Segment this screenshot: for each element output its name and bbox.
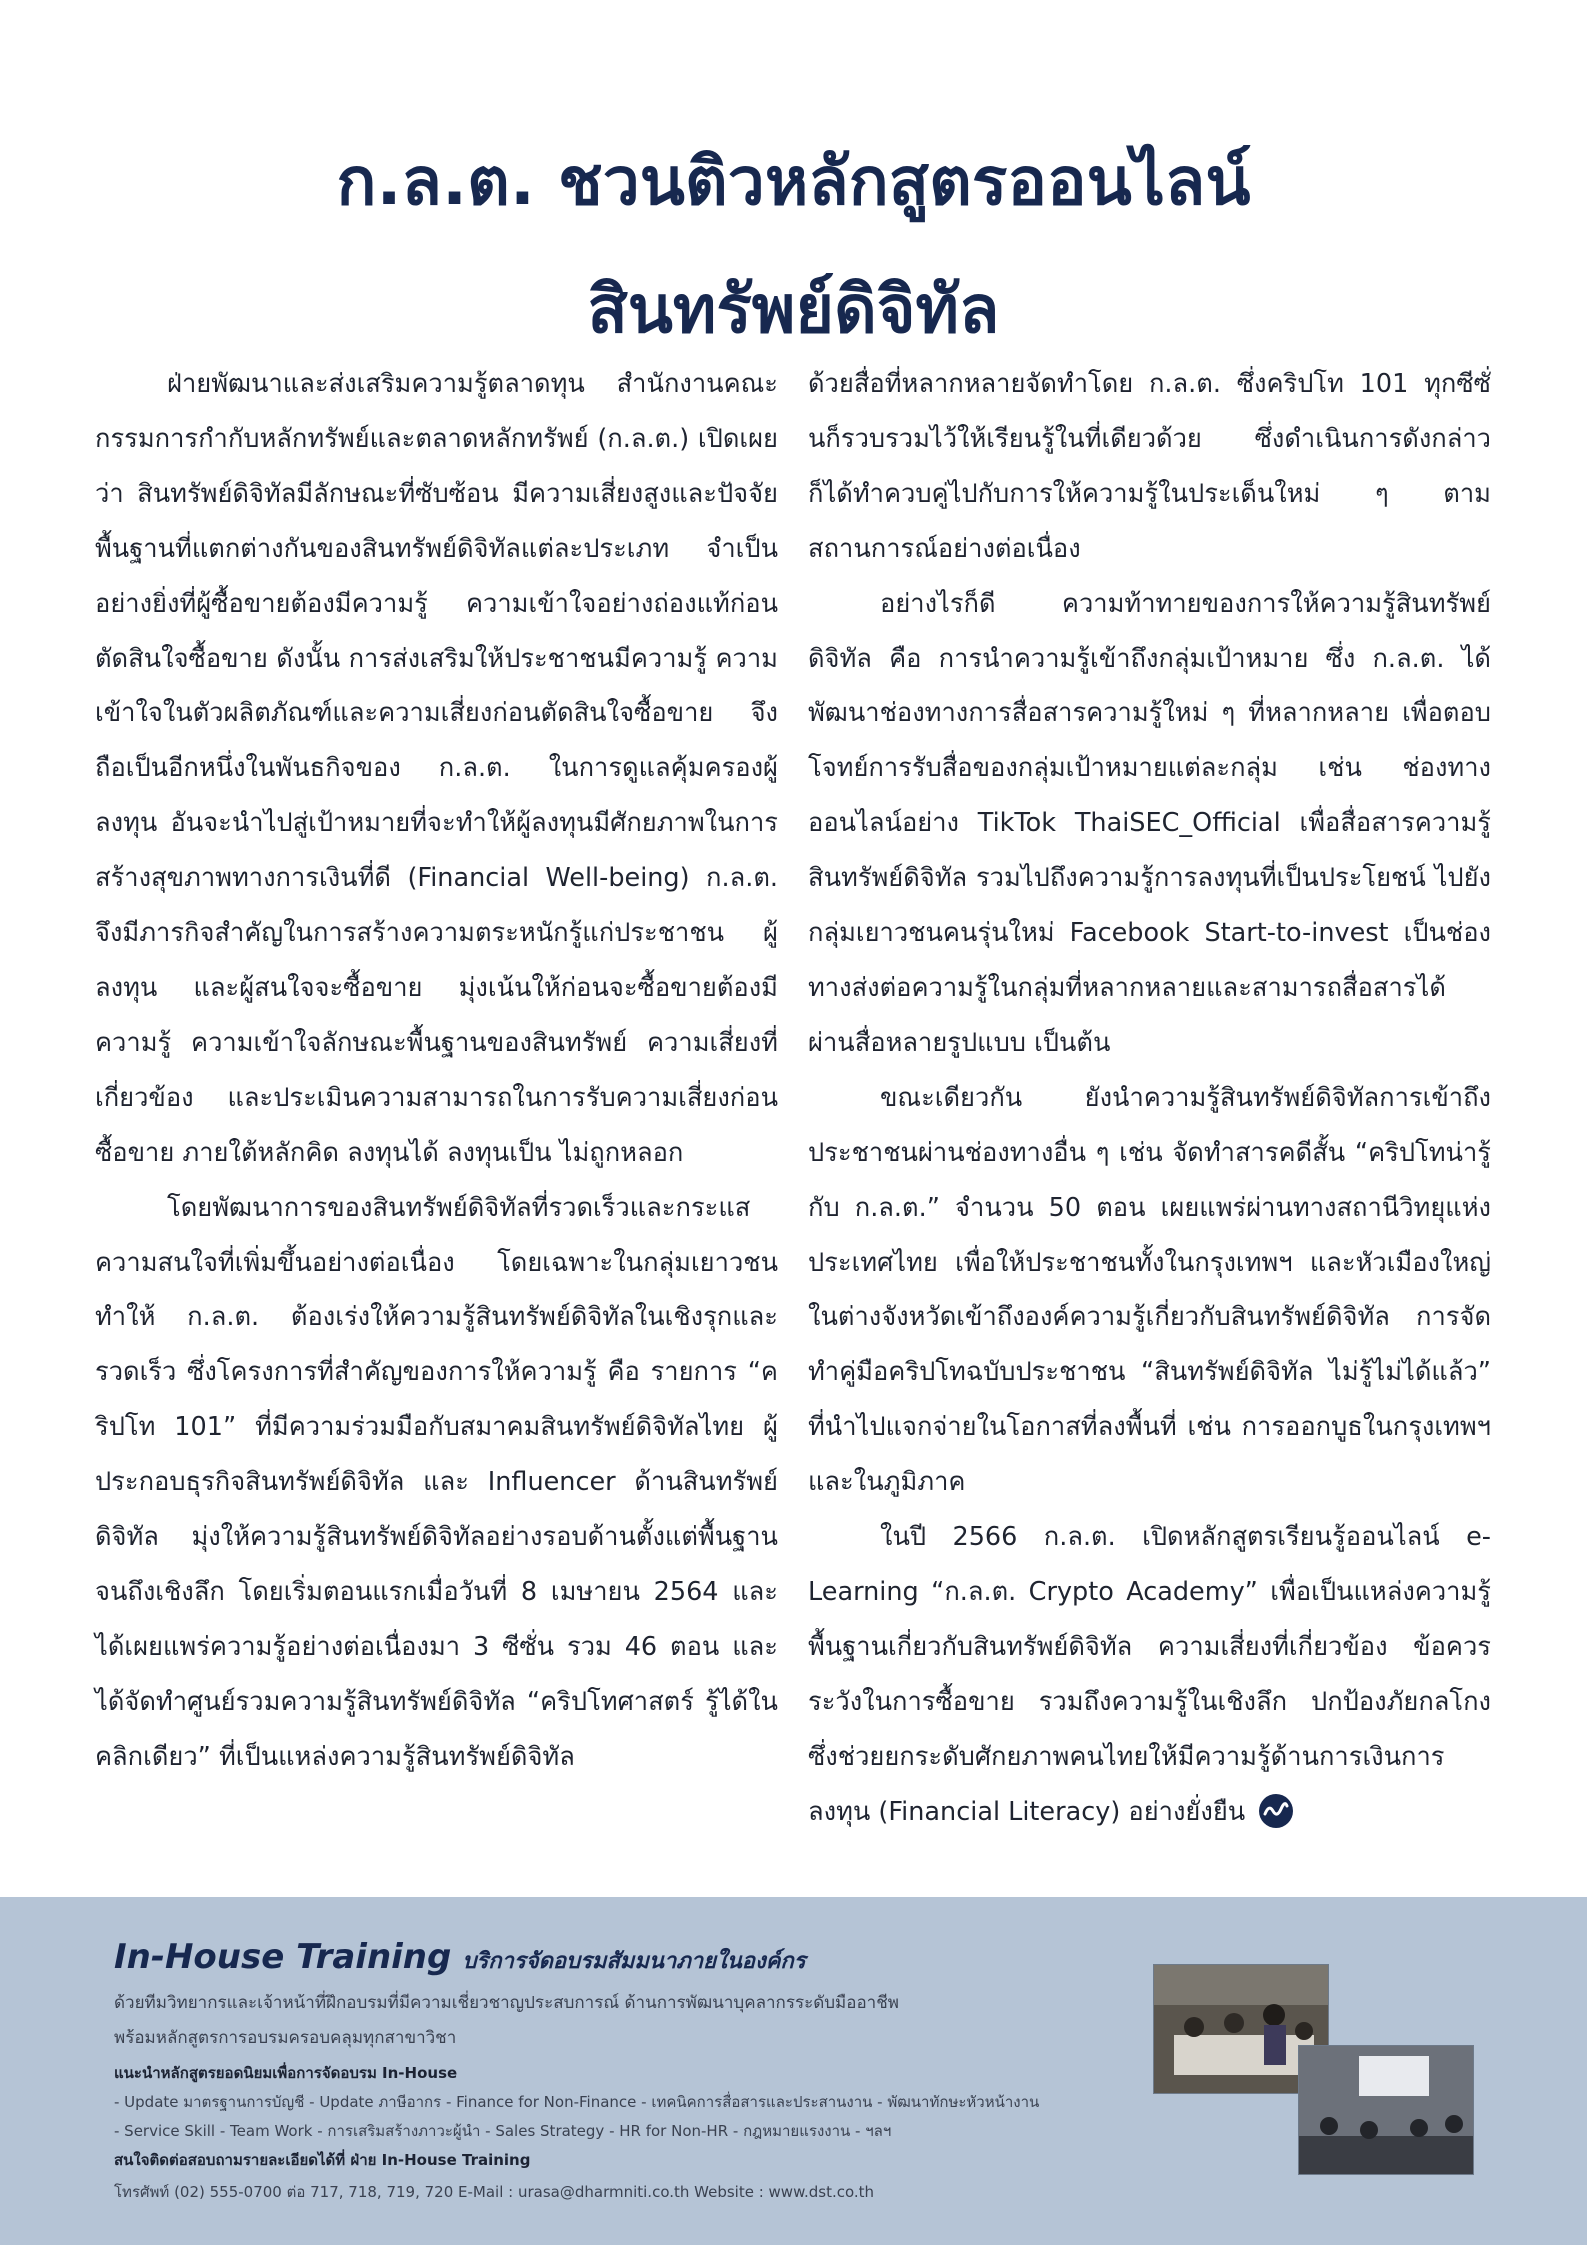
paragraph: โดยพัฒนาการของสินทรัพย์ดิจิทัลที่รวดเร็วและกระแสความสนใจที่เพิ่มขึ้นอย่างต่อเนื่อง โดยเฉพาะในกลุ่มเยาวชน ทำให้ ก.ล.ต. ต้องเร่งให้ความรู้สินทรัพย์ดิจิทัลในเชิงรุกและรวดเร็ว ซึ่งโครงการที่สำคัญของการให้ความรู้ คือ รายการ “คริปโท 101” ที่มีความร่วมมือกับสมาคมสินทรัพย์ดิจิทัลไทย ผู้ประกอบธุรกิจสินทรัพย์ดิจิทัล และ Influencer ด้านสินทรัพย์ดิจิทัล มุ่งให้ความรู้สินทรัพย์ดิจิทัลอย่างรอบด้านตั้งแต่พื้นฐานจนถึงเชิงลึก โดยเริ่มตอนแรกเมื่อวันที่ 8 เมษายน 2564 และได้เผยแพร่ความรู้อย่างต่อเนื่องมา 3 ซีซั่น รวม 46 ตอน และได้จัดทำศูนย์รวมความรู้สินทรัพย์ดิจิทัล “คริปโทศาสตร์ รู้ได้ในคลิกเดียว” ที่เป็นแหล่งความรู้สินทรัพย์ดิจิทัล [95,1192,778,1772]
paragraph-text: ในปี 2566 ก.ล.ต. เปิดหลักสูตรเรียนรู้ออนไลน์ e-Learning “ก.ล.ต. Crypto Academy” เพื่อเป็นแหล่งความรู้พื้นฐานเกี่ยวกับสินทรัพย์ดิจิทัล ความเสี่ยงที่เกี่ยวข้อง ข้อควรระวังในการซื้อขาย รวมถึงความรู้ในเชิงลึก ปกป้องภัยกลโกง ซึ่งช่วยยกระดับศักยภาพคนไทยให้มีความรู้ด้านการเงินการลงทุน (Financial Literacy) อย่างยั่งยืน [808,1522,1491,1827]
training-photo-2 [1298,2045,1474,2175]
ad-description-line-2: พร้อมหลักสูตรการอบรมครอบคลุมทุกสาขาวิชา [114,2028,457,2048]
ad-brand: In-House Training [114,1937,452,1977]
paragraph: ขณะเดียวกัน ยังนำความรู้สินทรัพย์ดิจิทัลการเข้าถึงประชาชนผ่านช่องทางอื่น ๆ เช่น จัดทำสารคดีสั้น “คริปโทน่ารู้กับ ก.ล.ต.” จำนวน 50 ตอน เผยแพร่ผ่านทางสถานีวิทยุแห่งประเทศไทย เพื่อให้ประชาชนทั้งในกรุงเทพฯ และหัวเมืองใหญ่ในต่างจังหวัดเข้าถึงองค์ความรู้เกี่ยวกับสินทรัพย์ดิจิทัล การจัดทำคู่มือคริปโทฉบับประชาชน “สินทรัพย์ดิจิทัล ไม่รู้ไม่ได้แล้ว” ที่นำไปแจกจ่ายในโอกาสที่ลงพื้นที่ เช่น การออกบูธในกรุงเทพฯ และในภูมิภาค [808,1082,1491,1498]
ad-brand-subtitle: บริการจัดอบรมสัมมนาภายในองค์กร [462,1949,806,1974]
paragraph-last [808,1510,1491,1839]
ad-courses-heading: แนะนำหลักสูตรยอดนิยมเพื่อการจัดอบรม In-House [114,2064,458,2082]
end-of-article-icon [1259,1794,1293,1828]
ad-contact-heading: สนใจติดต่อสอบถามรายละเอียดได้ที่ ฝ่าย In-House Training [114,2151,531,2169]
title-line-1: ก.ล.ต. ชวนติวหลักสูตรออนไลน์ [336,143,1251,220]
article-column-left [95,357,778,1785]
ad-description-line-1: ด้วยทีมวิทยากรและเจ้าหน้าที่ฝึกอบรมที่มีความเชี่ยวชาญประสบการณ์ ด้านการพัฒนาบุคลากรระดับมืออาชีพ [114,1993,899,2013]
ad-courses-line-2: - Service Skill - Team Work - การเสริมสร้างภาวะผู้นำ - Sales Strategy - HR for Non-HR - กฎหมายแรงงาน - ฯลฯ [114,2122,892,2140]
paragraph: ฝ่ายพัฒนาและส่งเสริมความรู้ตลาดทุน สำนักงานคณะกรรมการกำกับหลักทรัพย์และตลาดหลักทรัพย์ (ก.ล.ต.) เปิดเผยว่า สินทรัพย์ดิจิทัลมีลักษณะที่ซับซ้อน มีความเสี่ยงสูงและปัจจัยพื้นฐานที่แตกต่างกันของสินทรัพย์ดิจิทัลแต่ละประเภท จำเป็นอย่างยิ่งที่ผู้ซื้อขายต้องมีความรู้ ความเข้าใจอย่างถ่องแท้ก่อนตัดสินใจซื้อขาย ดังนั้น การส่งเสริมให้ประชาชนมีความรู้ ความเข้าใจในตัวผลิตภัณฑ์และความเสี่ยงก่อนตัดสินใจซื้อขาย จึงถือเป็นอีกหนึ่งในพันธกิจของ ก.ล.ต. ในการดูแลคุ้มครองผู้ลงทุน อันจะนำไปสู่เป้าหมายที่จะทำให้ผู้ลงทุนมีศักยภาพในการสร้างสุขภาพทางการเงินที่ดี (Financial Well-being) ก.ล.ต. จึงมีภารกิจสำคัญในการสร้างความตระหนักรู้แก่ประชาชน ผู้ลงทุน และผู้สนใจจะซื้อขาย มุ่งเน้นให้ก่อนจะซื้อขายต้องมีความรู้ ความเข้าใจลักษณะพื้นฐานของสินทรัพย์ ความเสี่ยงที่เกี่ยวข้อง และประเมินความสามารถในการรับความเสี่ยงก่อนซื้อขาย ภายใต้หลักคิด ลงทุนได้ ลงทุนเป็น ไม่ถูกหลอก [95,369,778,1168]
ad-courses-line-1: - Update มาตรฐานการบัญชี - Update ภาษีอากร - Finance for Non-Finance - เทคนิคการสื่อสารและประสานงาน - พัฒนาทักษะหัวหน้างาน [114,2093,1040,2111]
paragraph-continued: ด้วยสื่อที่หลากหลายจัดทำโดย ก.ล.ต. ซึ่งคริปโท 101 ทุกซีซั่นก็รวบรวมไว้ให้เรียนรู้ในที่เดียวด้วย ซึ่งดำเนินการดังกล่าวก็ได้ทำควบคู่ไปกับการให้ความรู้ในประเด็นใหม่ ๆ ตามสถานการณ์อย่างต่อเนื่อง [808,369,1491,564]
ad-contact-info: โทรศัพท์ (02) 555-0700 ต่อ 717, 718, 719, 720 E-Mail : urasa@dharmniti.co.th Website : www.dst.co.th [114,2183,875,2201]
in-house-training-ad [0,1897,1587,2245]
paragraph: อย่างไรก็ดี ความท้าทายของการให้ความรู้สินทรัพย์ดิจิทัล คือ การนำความรู้เข้าถึงกลุ่มเป้าหมาย ซึ่ง ก.ล.ต. ได้พัฒนาช่องทางการสื่อสารความรู้ใหม่ ๆ ที่หลากหลาย เพื่อตอบโจทย์การรับสื่อของกลุ่มเป้าหมายแต่ละกลุ่ม เช่น ช่องทางออนไลน์อย่าง TikTok ThaiSEC_Official เพื่อสื่อสารความรู้สินทรัพย์ดิจิทัล รวมไปถึงความรู้การลงทุนที่เป็นประโยชน์ ไปยังกลุ่มเยาวชนคนรุ่นใหม่ Facebook Start-to-invest เป็นช่องทางส่งต่อความรู้ในกลุ่มที่หลากหลายและสามารถสื่อสารได้ผ่านสื่อหลายรูปแบบ เป็นต้น [808,588,1491,1058]
article-title [0,118,1587,374]
article-column-right [808,357,1491,1839]
title-line-2: สินทรัพย์ดิจิทัล [587,271,1000,348]
ad-heading [114,1937,806,1978]
